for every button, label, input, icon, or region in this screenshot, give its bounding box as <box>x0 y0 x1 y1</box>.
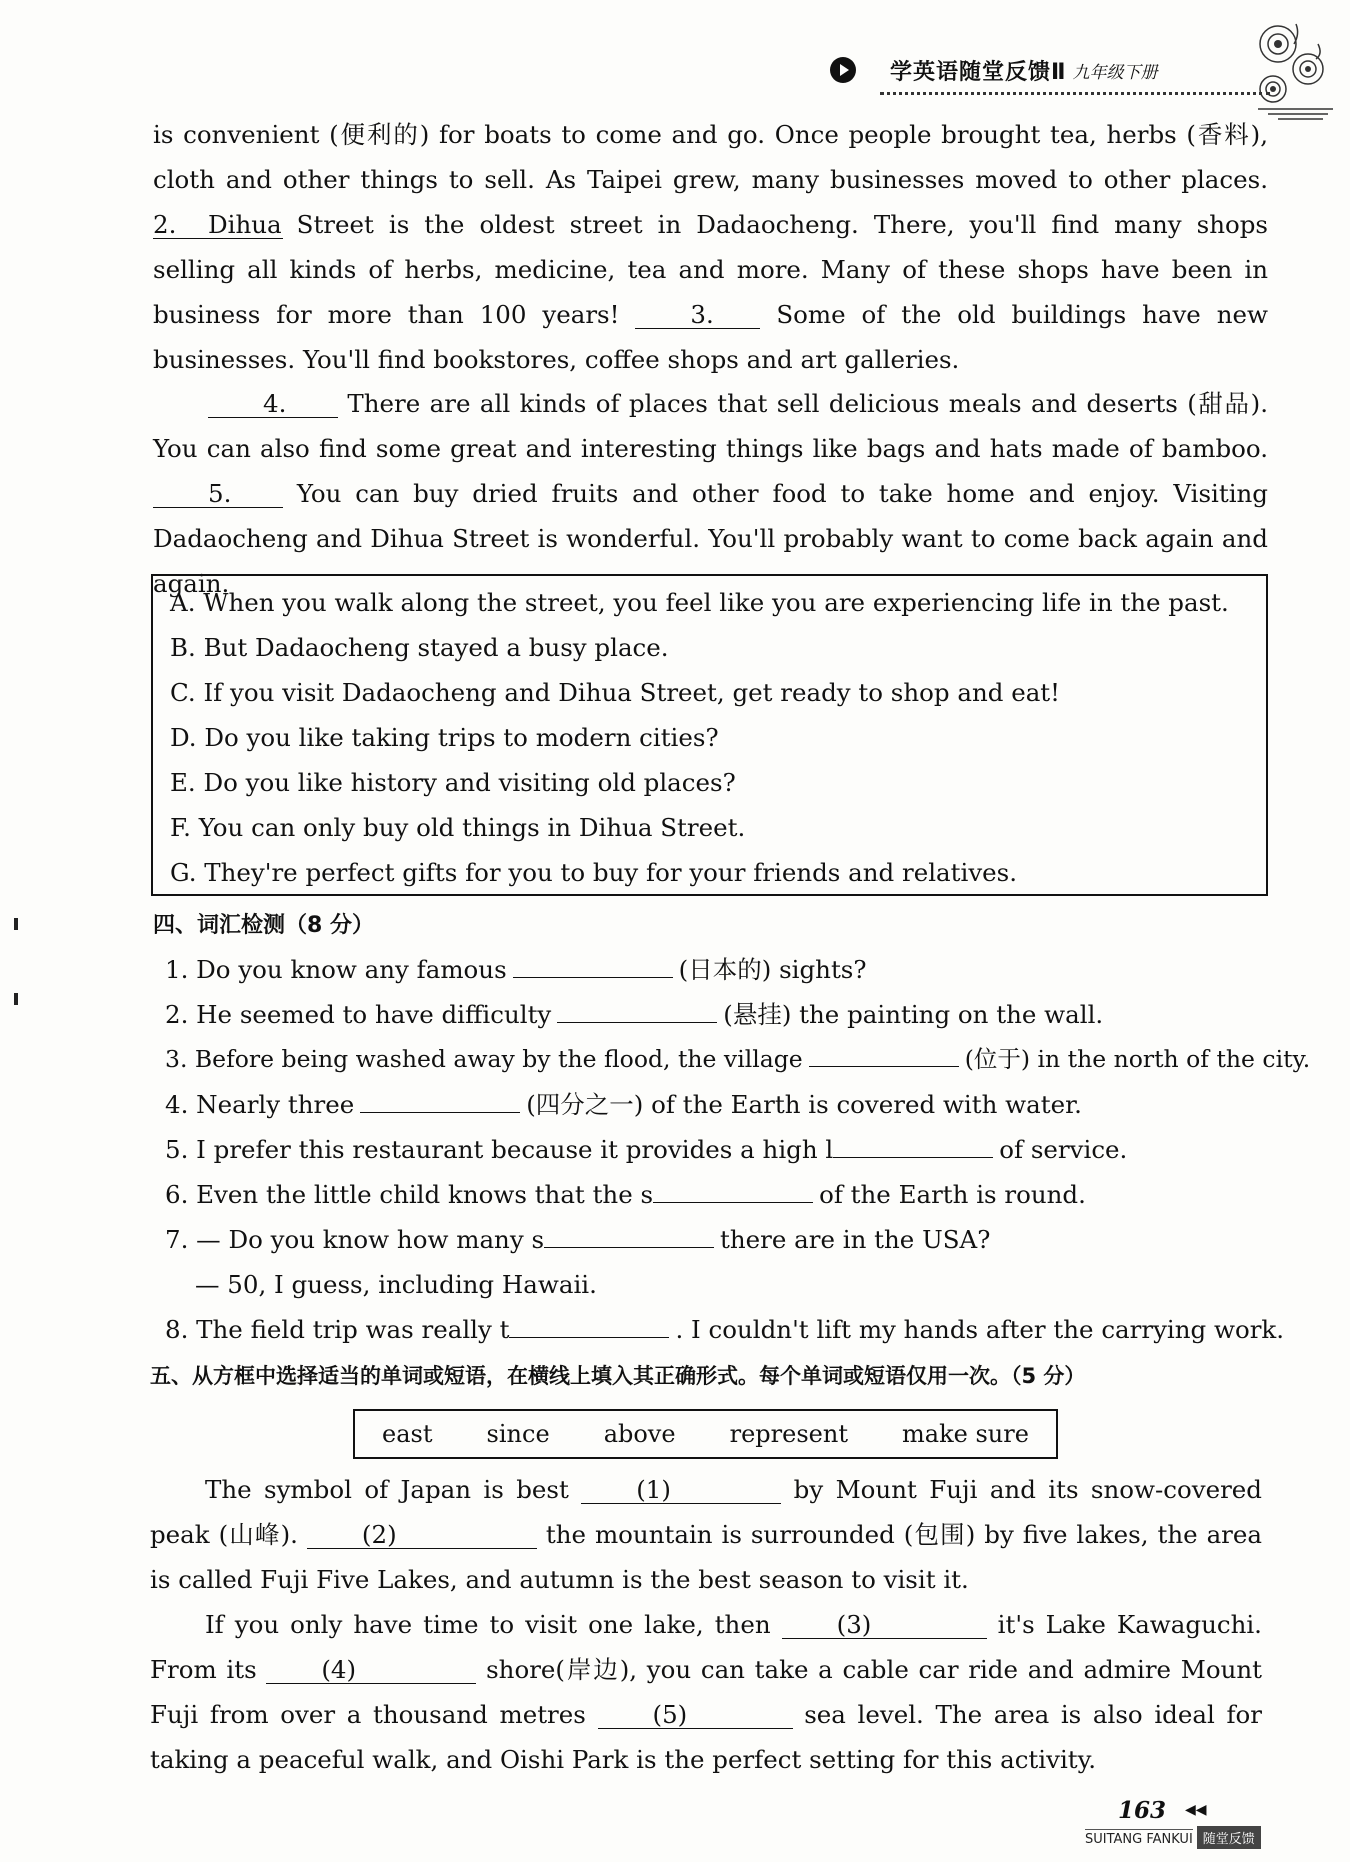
option-g: G. They're perfect gifts for you to buy for your friends and relatives. <box>170 858 1018 887</box>
word-bank-item: east <box>382 1420 433 1448</box>
option-d: D. Do you like taking trips to modern cities? <box>170 723 719 752</box>
vocab-question-6: 6. Even the little child knows that the s of the Earth is round. <box>165 1172 1086 1217</box>
answer-line[interactable] <box>509 1311 669 1338</box>
vocab-question-5: 5. I prefer this restaurant because it provides a high l of service. <box>165 1127 1127 1172</box>
fill-blank-1[interactable]: (1) <box>581 1477 781 1504</box>
answer-line[interactable] <box>833 1131 993 1158</box>
answer-blank-2[interactable]: 2. <box>153 212 283 239</box>
page-number: 163 <box>1118 1797 1167 1824</box>
vocab-question-7-reply: — 50, I guess, including Hawaii. <box>195 1270 597 1299</box>
book-grade: 九年级下册 <box>1072 62 1158 83</box>
footer-latin: SUITANG FANKUI <box>1085 1829 1193 1847</box>
word-bank-item: make sure <box>902 1420 1029 1448</box>
option-e: E. Do you like history and visiting old places? <box>170 768 736 797</box>
fuji-paragraph-1: The symbol of Japan is best (1) by Mount Fuji and its snow-covered peak (山峰). (2) the mountain is surrounded (包围) by five lakes, the area is called Fuji Five Lakes, and autumn is the best season to visit it. <box>150 1475 1262 1594</box>
vocab-question-3: 3. Before being washed away by the flood, the village (位于) in the north of the city. <box>165 1037 1310 1082</box>
answer-blank-3[interactable]: 3. <box>635 302 760 329</box>
vocab-question-8: 8. The field trip was really t . I couldn't lift my hands after the carrying work. <box>165 1307 1284 1352</box>
option-a: A. When you walk along the street, you feel like you are experiencing life in the past. <box>170 588 1229 617</box>
passage-paragraph-2: Dihua Street is the oldest street in Dadaocheng. There, you'll find many shops selling all kinds of herbs, medicine, tea and more. Many of these shops have been in business for more than 100 years! 3. Some of the old buildings have new businesses. You'll find bookstores, coffee shops and art galleries. <box>153 210 1268 374</box>
word-bank-item: since <box>486 1420 550 1448</box>
answer-blank-5[interactable]: 5. <box>153 481 283 508</box>
footer-brand <box>1085 1826 1261 1849</box>
section-5-title: 五、从方框中选择适当的单词或短语，在横线上填入其正确形式。每个单词或短语仅用一次。（5 分） <box>150 1364 1086 1388</box>
book-title: 学英语随堂反馈Ⅱ <box>890 59 1067 85</box>
page-header <box>830 50 1158 90</box>
vocab-question-7: 7. — Do you know how many s there are in the USA? <box>165 1217 990 1262</box>
word-bank-item: above <box>603 1420 676 1448</box>
header-divider <box>880 92 1270 95</box>
answer-line[interactable] <box>360 1086 520 1113</box>
fuji-paragraph-2: If you only have time to visit one lake, then (3) it's Lake Kawaguchi. From its (4) shore(岸边), you can take a cable car ride and admire Mount Fuji from over a thousand metres (5) sea level. The area is also ideal for taking a peaceful walk, and Oishi Park is the perfect setting for this activity. <box>150 1610 1262 1774</box>
vocab-question-1: 1. Do you know any famous (日本的) sights? <box>165 947 867 992</box>
options-box <box>151 574 1268 896</box>
answer-line[interactable] <box>653 1176 813 1203</box>
footer-cn: 随堂反馈 <box>1197 1826 1261 1849</box>
answer-line[interactable] <box>544 1221 714 1248</box>
answer-blank-4[interactable]: 4. <box>208 391 338 418</box>
word-bank-item: represent <box>729 1420 848 1448</box>
section-4-title: 四、词汇检测（8 分） <box>153 913 374 938</box>
vocab-question-4: 4. Nearly three (四分之一) of the Earth is covered with water. <box>165 1082 1082 1127</box>
vocab-question-2: 2. He seemed to have difficulty (悬挂) the painting on the wall. <box>165 992 1103 1037</box>
answer-line[interactable] <box>557 996 717 1023</box>
passage-paragraph-1: is convenient (便利的) for boats to come and go. Once people brought tea, herbs (香料), cloth and other things to sell. As Taipei grew, many businesses moved to other places. 2. <box>153 120 1268 239</box>
option-b: B. But Dadaocheng stayed a busy place. <box>170 633 669 662</box>
option-c: C. If you visit Dadaocheng and Dihua Street, get ready to shop and eat! <box>170 678 1061 707</box>
fill-blank-2[interactable]: (2) <box>307 1522 537 1549</box>
option-f: F. You can only buy old things in Dihua Street. <box>170 813 746 842</box>
passage-paragraph-3: 4. There are all kinds of places that sell delicious meals and deserts (甜品). You can also find some great and interesting things like bags and hats made of bamboo. 5. You can buy dried fruits and other food to take home and enjoy. Visiting Dadaocheng and Dihua Street is wonderful. You'll probably want to come back again and again. <box>153 389 1268 598</box>
play-icon <box>830 57 856 83</box>
fill-blank-5[interactable]: (5) <box>598 1702 793 1729</box>
answer-line[interactable] <box>513 951 673 978</box>
word-bank-box <box>353 1409 1058 1459</box>
fill-blank-3[interactable]: (3) <box>782 1612 987 1639</box>
double-arrow-icon: ◀◀ <box>1185 1802 1207 1818</box>
answer-line[interactable] <box>809 1040 959 1067</box>
margin-mark <box>14 918 18 930</box>
margin-mark <box>14 993 18 1005</box>
fill-blank-4[interactable]: (4) <box>266 1657 476 1684</box>
